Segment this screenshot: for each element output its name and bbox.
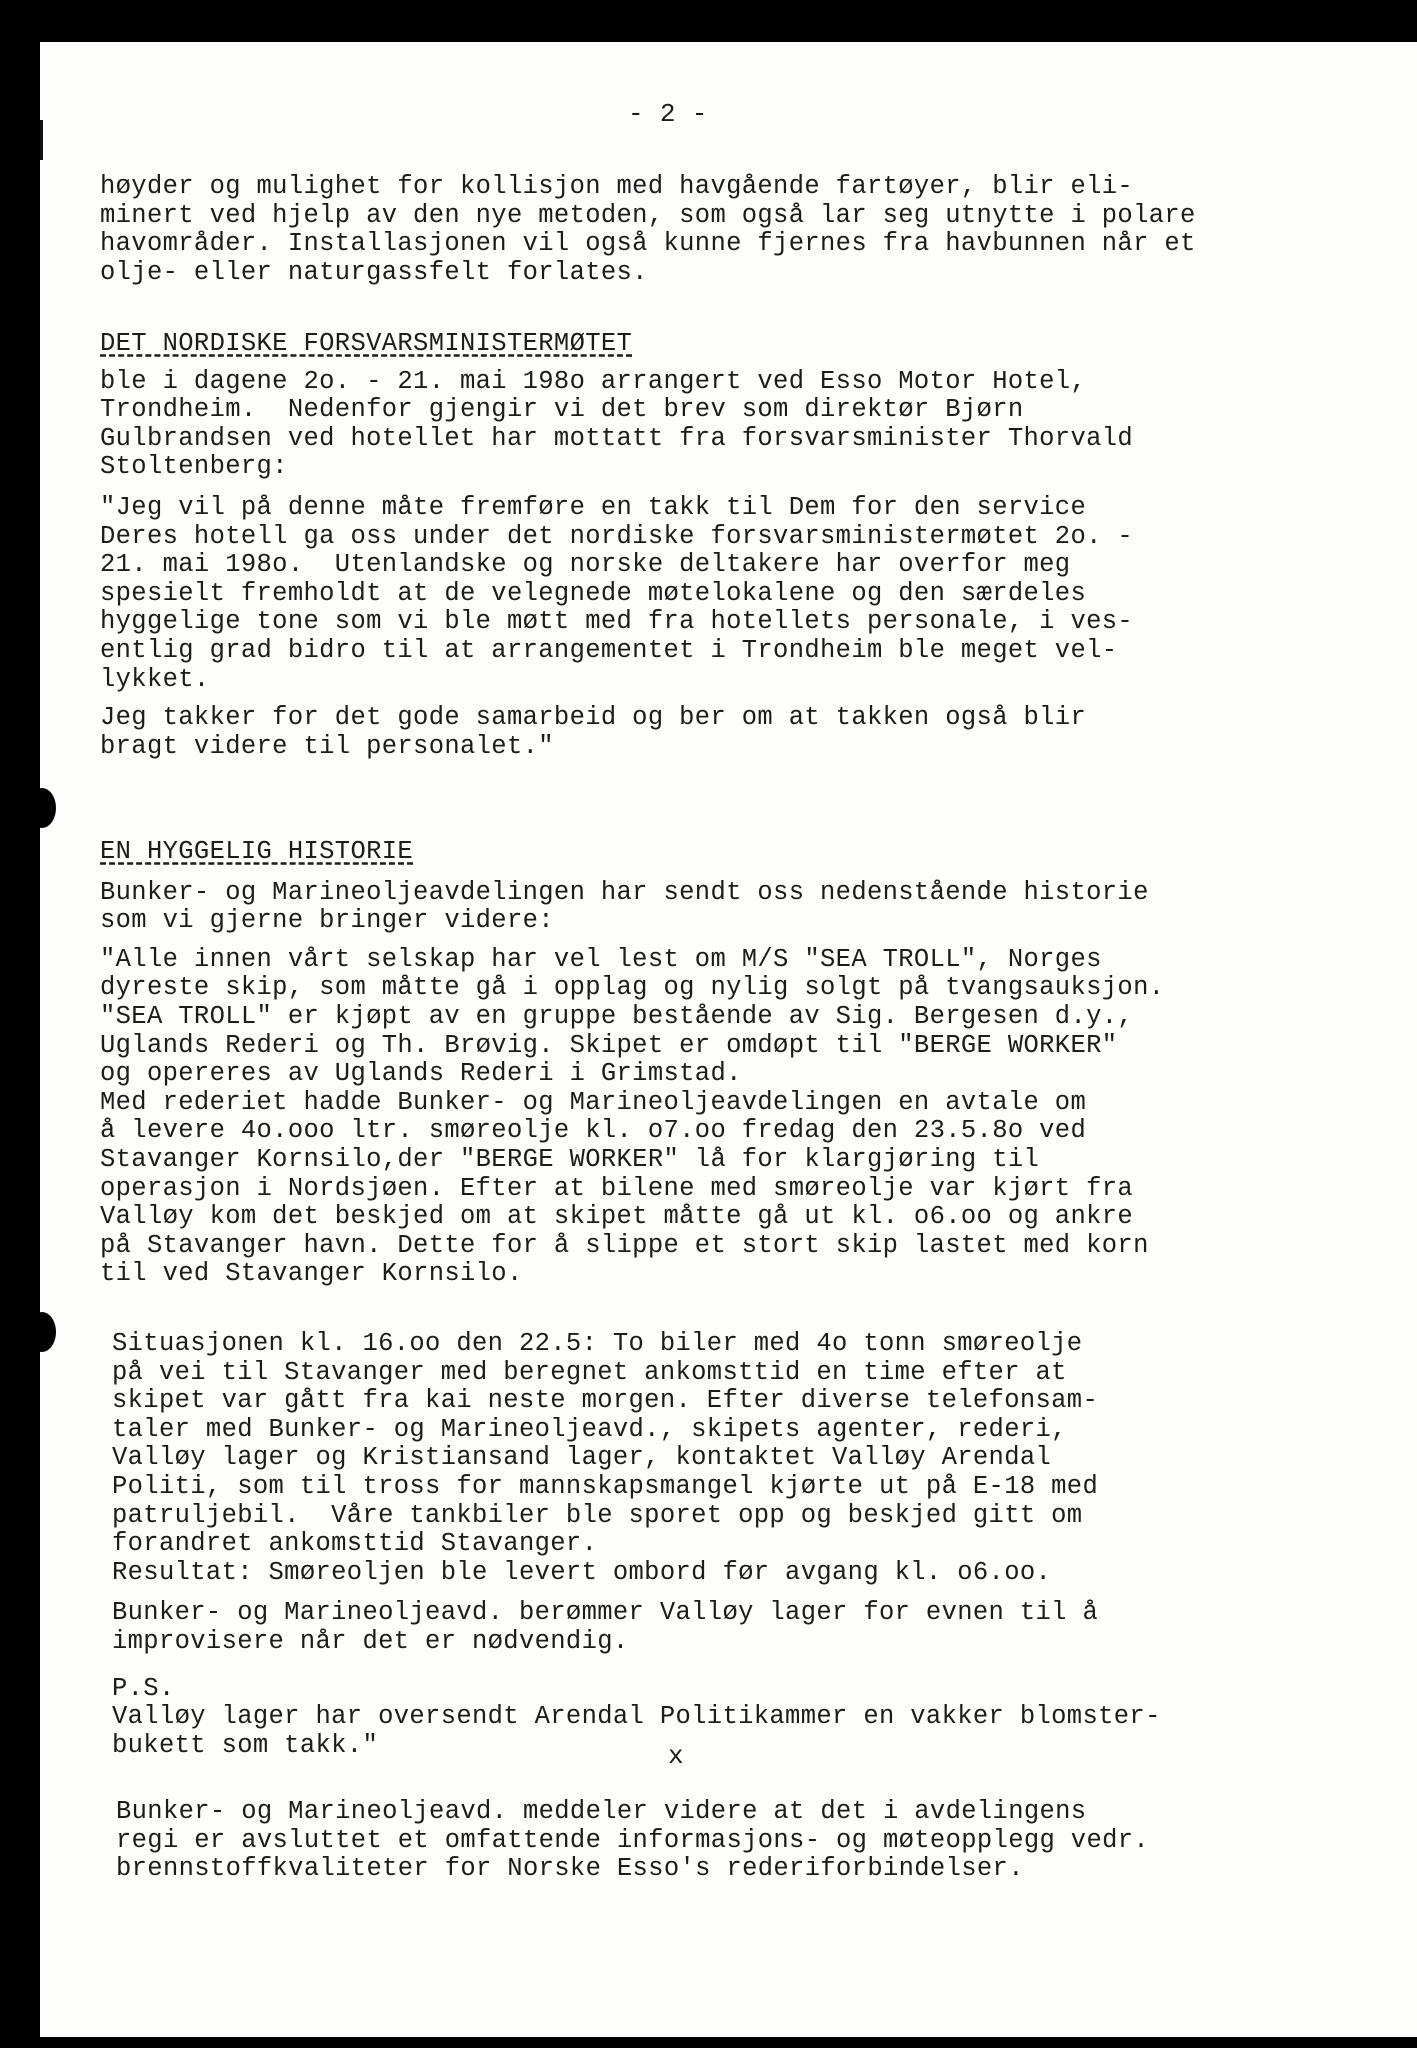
text-line: høyder og mulighet for kollisjon med havgående fartøyer, blir eli- xyxy=(100,172,1134,201)
text-line: Valløy lager og Kristiansand lager, kontaktet Valløy Arendal xyxy=(112,1443,1052,1473)
text-line: Jeg takker for det gode samarbeid og ber om at takken også blir xyxy=(100,703,1087,733)
text-line: Politi, som til tross for mannskapsmangel kjørte ut på E-18 med xyxy=(112,1471,1099,1501)
text-line: improvisere når det er nødvendig. xyxy=(112,1626,629,1656)
section-hyggelig-historie xyxy=(100,838,1164,1289)
text-line: Resultat: Smøreoljen ble levert ombord før avgang kl. o6.oo. xyxy=(112,1557,1052,1587)
situation-paragraph xyxy=(112,1330,1161,1760)
text-line: entlig grad bidro til at arrangementet i Trondheim ble meget vel- xyxy=(100,635,1118,665)
text-line: dyreste skip, som måtte gå i opplag og nylig solgt på tvangsauksjon. xyxy=(100,973,1165,1003)
page-number: - 2 - xyxy=(628,99,708,129)
text-line: bukett som takk." xyxy=(112,1730,379,1760)
text-line: Bunker- og Marineoljeavd. berømmer Valløy lager for evnen til å xyxy=(112,1598,1099,1628)
closing-paragraph xyxy=(116,1798,1149,1884)
text-line: Uglands Rederi og Th. Brøvig. Skipet er omdøpt til "BERGE WORKER" xyxy=(100,1030,1118,1060)
text-line: spesielt fremholdt at de velegnede møtelokalene og den særdeles xyxy=(100,578,1087,608)
text-line: Trondheim. Nedenfor gjengir vi det brev som direktør Bjørn xyxy=(100,395,1024,425)
section-heading: EN HYGGELIG HISTORIE xyxy=(100,837,414,866)
text-line: olje- eller naturgassfelt forlates. xyxy=(100,257,648,287)
text-line: Situasjonen kl. 16.oo den 22.5: To biler med 4o tonn smøreolje xyxy=(112,1329,1083,1358)
text-line: operasjon i Nordsjøen. Efter at bilene med smøreolje var kjørt fra xyxy=(100,1173,1134,1203)
text-line: skipet var gått fra kai neste morgen. Efter diverse telefonsam- xyxy=(112,1386,1099,1416)
text-line: "SEA TROLL" er kjøpt av en gruppe bestående av Sig. Bergesen d.y., xyxy=(100,1001,1134,1031)
text-line: 21. mai 198o. Utenlandske og norske deltakere har overfor meg xyxy=(100,550,1071,580)
text-line: på vei til Stavanger med beregnet ankomsttid en time efter at xyxy=(112,1357,1067,1387)
text-line: P.S. xyxy=(112,1673,175,1703)
punch-hole-upper xyxy=(40,788,56,828)
intro-paragraph xyxy=(100,173,1196,287)
text-line: taler med Bunker- og Marineoljeavd., skipets agenter, rederi, xyxy=(112,1414,1067,1444)
text-line: å levere 4o.ooo ltr. smøreolje kl. o7.oo fredag den 23.5.8o ved xyxy=(100,1116,1087,1146)
text-line: lykket. xyxy=(100,664,210,694)
section-heading: DET NORDISKE FORSVARSMINISTERMØTET xyxy=(100,329,633,358)
text-line: Deres hotell ga oss under det nordiske forsvarsministermøtet 2o. - xyxy=(100,521,1134,551)
scan-edge-mark xyxy=(40,120,43,160)
text-line: til ved Stavanger Kornsilo. xyxy=(100,1259,523,1289)
text-line: og opereres av Uglands Rederi i Grimstad. xyxy=(100,1059,742,1089)
text-line: Stavanger Kornsilo,der "BERGE WORKER" lå for klargjøring til xyxy=(100,1144,1040,1174)
text-line: Stoltenberg: xyxy=(100,452,288,482)
text-line: Bunker- og Marineoljeavdelingen har sendt oss nedenstående historie xyxy=(100,877,1149,907)
text-line: hyggelige tone som vi ble møtt med fra hotellets personale, i ves- xyxy=(100,607,1134,637)
text-line: patruljebil. Våre tankbiler ble sporet opp og beskjed gitt om xyxy=(112,1500,1083,1530)
text-line: brennstoffkvaliteter for Norske Esso's rederiforbindelser. xyxy=(116,1854,1024,1884)
section-separator: x xyxy=(668,1741,684,1771)
section-forsvarsministermote xyxy=(100,330,1133,761)
text-line: ble i dagene 2o. - 21. mai 198o arrangert ved Esso Motor Hotel, xyxy=(100,366,1087,396)
text-line: minert ved hjelp av den nye metoden, som også lar seg utnytte i polare xyxy=(100,200,1196,230)
text-line: Gulbrandsen ved hotellet har mottatt fra forsvarsminister Thorvald xyxy=(100,423,1134,453)
text-line: "Alle innen vårt selskap har vel lest om M/S "SEA TROLL", Norges xyxy=(100,944,1102,974)
text-line: havområder. Installasjonen vil også kunne fjernes fra havbunnen når et xyxy=(100,229,1196,259)
text-line: som vi gjerne bringer videre: xyxy=(100,906,554,936)
text-line: på Stavanger havn. Dette for å slippe et stort skip lastet med korn xyxy=(100,1230,1149,1260)
text-line: Bunker- og Marineoljeavd. meddeler videre at det i avdelingens xyxy=(116,1797,1087,1826)
text-line: Med rederiet hadde Bunker- og Marineoljeavdelingen en avtale om xyxy=(100,1087,1087,1117)
document-page xyxy=(40,42,1417,2037)
text-line: Valløy lager har oversendt Arendal Politikammer en vakker blomster- xyxy=(112,1702,1161,1732)
text-line: bragt videre til personalet." xyxy=(100,731,554,761)
text-line: "Jeg vil på denne måte fremføre en takk til Dem for den service xyxy=(100,492,1087,522)
text-line: regi er avsluttet et omfattende informasjons- og møteopplegg vedr. xyxy=(116,1825,1150,1855)
text-line: Valløy kom det beskjed om at skipet måtte gå ut kl. o6.oo og ankre xyxy=(100,1202,1134,1232)
text-line: forandret ankomsttid Stavanger. xyxy=(112,1529,598,1559)
punch-hole-lower xyxy=(40,1312,56,1352)
